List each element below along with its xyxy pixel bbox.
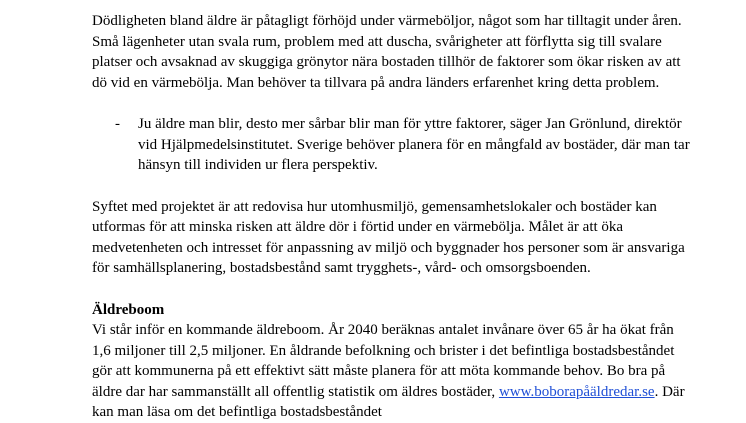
purpose-paragraph: Syftet med projektet är att redovisa hur utomhusmiljö, gemensamhetslokaler och bostäder kan utformas för att minska risken att äldre dör i förtid under en värmebölja. Målet är att öka medvetenheten och intresset för anpassning av miljö och byggnader hos personer som är ansvariga för samhällsplanering, bostadsbestånd samt trygghets-, vård- och omsorgsboenden. <box>92 198 685 276</box>
statistics-link[interactable]: www.boborapåäldredar.se <box>498 383 655 400</box>
section-text: Vi står inför en kommande äldreboom. År 2040 beräknas antalet invånare över 65 år ha ökat från 1,6 miljoner till 2,5 miljoner. En åldrande befolkning och brister i det befintliga bostadsbeståndet gör att kommunerna på ett effektivt sätt måste planera för att möta kommande behov. Bo bra på äldre dar har sammanställt all offentlig statistik om äldres bostäder, <box>92 322 675 400</box>
section-heading: Äldreboom <box>92 301 165 318</box>
quote-text: Ju äldre man blir, desto mer sårbar blir man för yttre faktorer, säger Jan Grönlund, direktör vid Hjälpmedelsinstitutet. Sverige behöver planera för en mångfald av bostäder, där man tar hänsyn till individen ur flera perspektiv. <box>138 116 690 173</box>
document-page <box>92 11 692 423</box>
list-bullet: - <box>115 116 120 132</box>
section-paragraph <box>92 320 692 423</box>
quote-list-item <box>92 114 692 176</box>
section-text-continued: . Där kan man läsa om det befintliga bostadsbeståndet <box>92 383 685 420</box>
intro-paragraph: Dödligheten bland äldre är påtagligt förhöjd under värmeböljor, något som har tilltagit under åren. Små lägenheter utan svala rum, problem med att duscha, svårigheter att förflytta sig till svalare platser och avsaknad av skuggiga grönytor nära bostaden tillhör de faktorer som ökar risken av att dö vid en värmebölja. Man behöver ta tillvara på andra länders erfarenhet kring detta problem. <box>92 13 682 91</box>
